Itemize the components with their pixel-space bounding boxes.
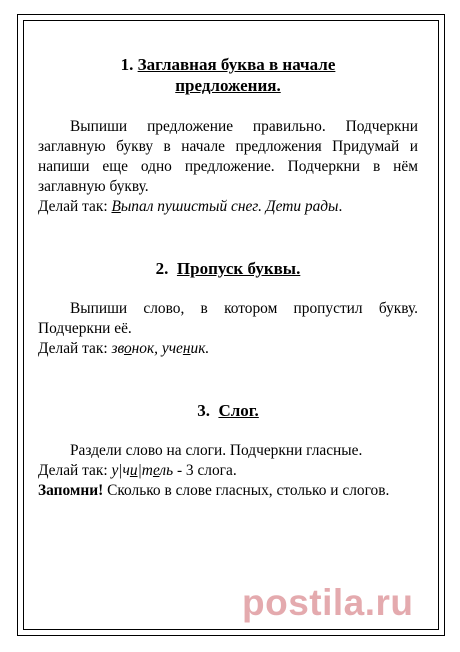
section1-title-line1: Заглавная буква в начале bbox=[137, 55, 336, 74]
example-text: ик. bbox=[190, 340, 210, 357]
section2-body: Выпиши слово, в котором пропустил букву. Подчеркни её. bbox=[38, 300, 418, 337]
underlined-letter: В bbox=[111, 198, 121, 215]
section3-number: 3. bbox=[197, 401, 210, 420]
example-text: ль bbox=[159, 462, 174, 479]
example-suffix: - 3 слога. bbox=[173, 462, 237, 479]
example-text: у|ч bbox=[111, 462, 130, 479]
section2-title: Пропуск буквы. bbox=[176, 259, 301, 278]
section2-example bbox=[38, 339, 418, 359]
example-text: |т bbox=[137, 462, 153, 479]
remember-label: Запомни! bbox=[38, 482, 104, 499]
section1-example bbox=[38, 197, 418, 217]
example-text: зв bbox=[111, 340, 124, 357]
underlined-letter: е bbox=[152, 462, 160, 479]
section3-body: Раздели слово на слоги. Подчеркни гласные. bbox=[70, 442, 363, 459]
example-prefix: Делай так: bbox=[38, 462, 112, 479]
underlined-letter: о bbox=[123, 340, 132, 357]
remember-text: Сколько в слове гласных, столько и слогов. bbox=[103, 482, 390, 499]
section1-number: 1. bbox=[120, 55, 134, 74]
example-text: ыпал пушистый снег. bbox=[120, 198, 266, 215]
example-end: . bbox=[338, 198, 343, 215]
section1-body: Выпиши предложение правильно. Подчеркни заглавную букву в начале предложения Придумай и напиши еще одно предложение. Подчеркни в нём заглавную букву. bbox=[38, 118, 418, 195]
underlined-letter: Д bbox=[265, 198, 276, 215]
underlined-letter: и bbox=[129, 462, 138, 479]
section2-heading bbox=[38, 258, 418, 279]
section3-heading bbox=[38, 400, 418, 421]
document-content bbox=[38, 54, 418, 501]
section3-title: Слог. bbox=[218, 401, 259, 420]
section1-heading bbox=[38, 54, 418, 96]
underlined-letter: н bbox=[182, 340, 191, 357]
section1-title-line2: предложения. bbox=[175, 76, 281, 95]
example-prefix: Делай так: bbox=[38, 198, 112, 215]
section3-example bbox=[38, 461, 418, 481]
example-prefix: Делай так: bbox=[38, 340, 112, 357]
section3-remember bbox=[38, 481, 418, 501]
watermark-logo: postila.ru bbox=[242, 582, 414, 623]
example-text: ети рады bbox=[275, 198, 339, 215]
example-text: нок, уче bbox=[131, 340, 183, 357]
section2-number: 2. bbox=[155, 259, 169, 278]
